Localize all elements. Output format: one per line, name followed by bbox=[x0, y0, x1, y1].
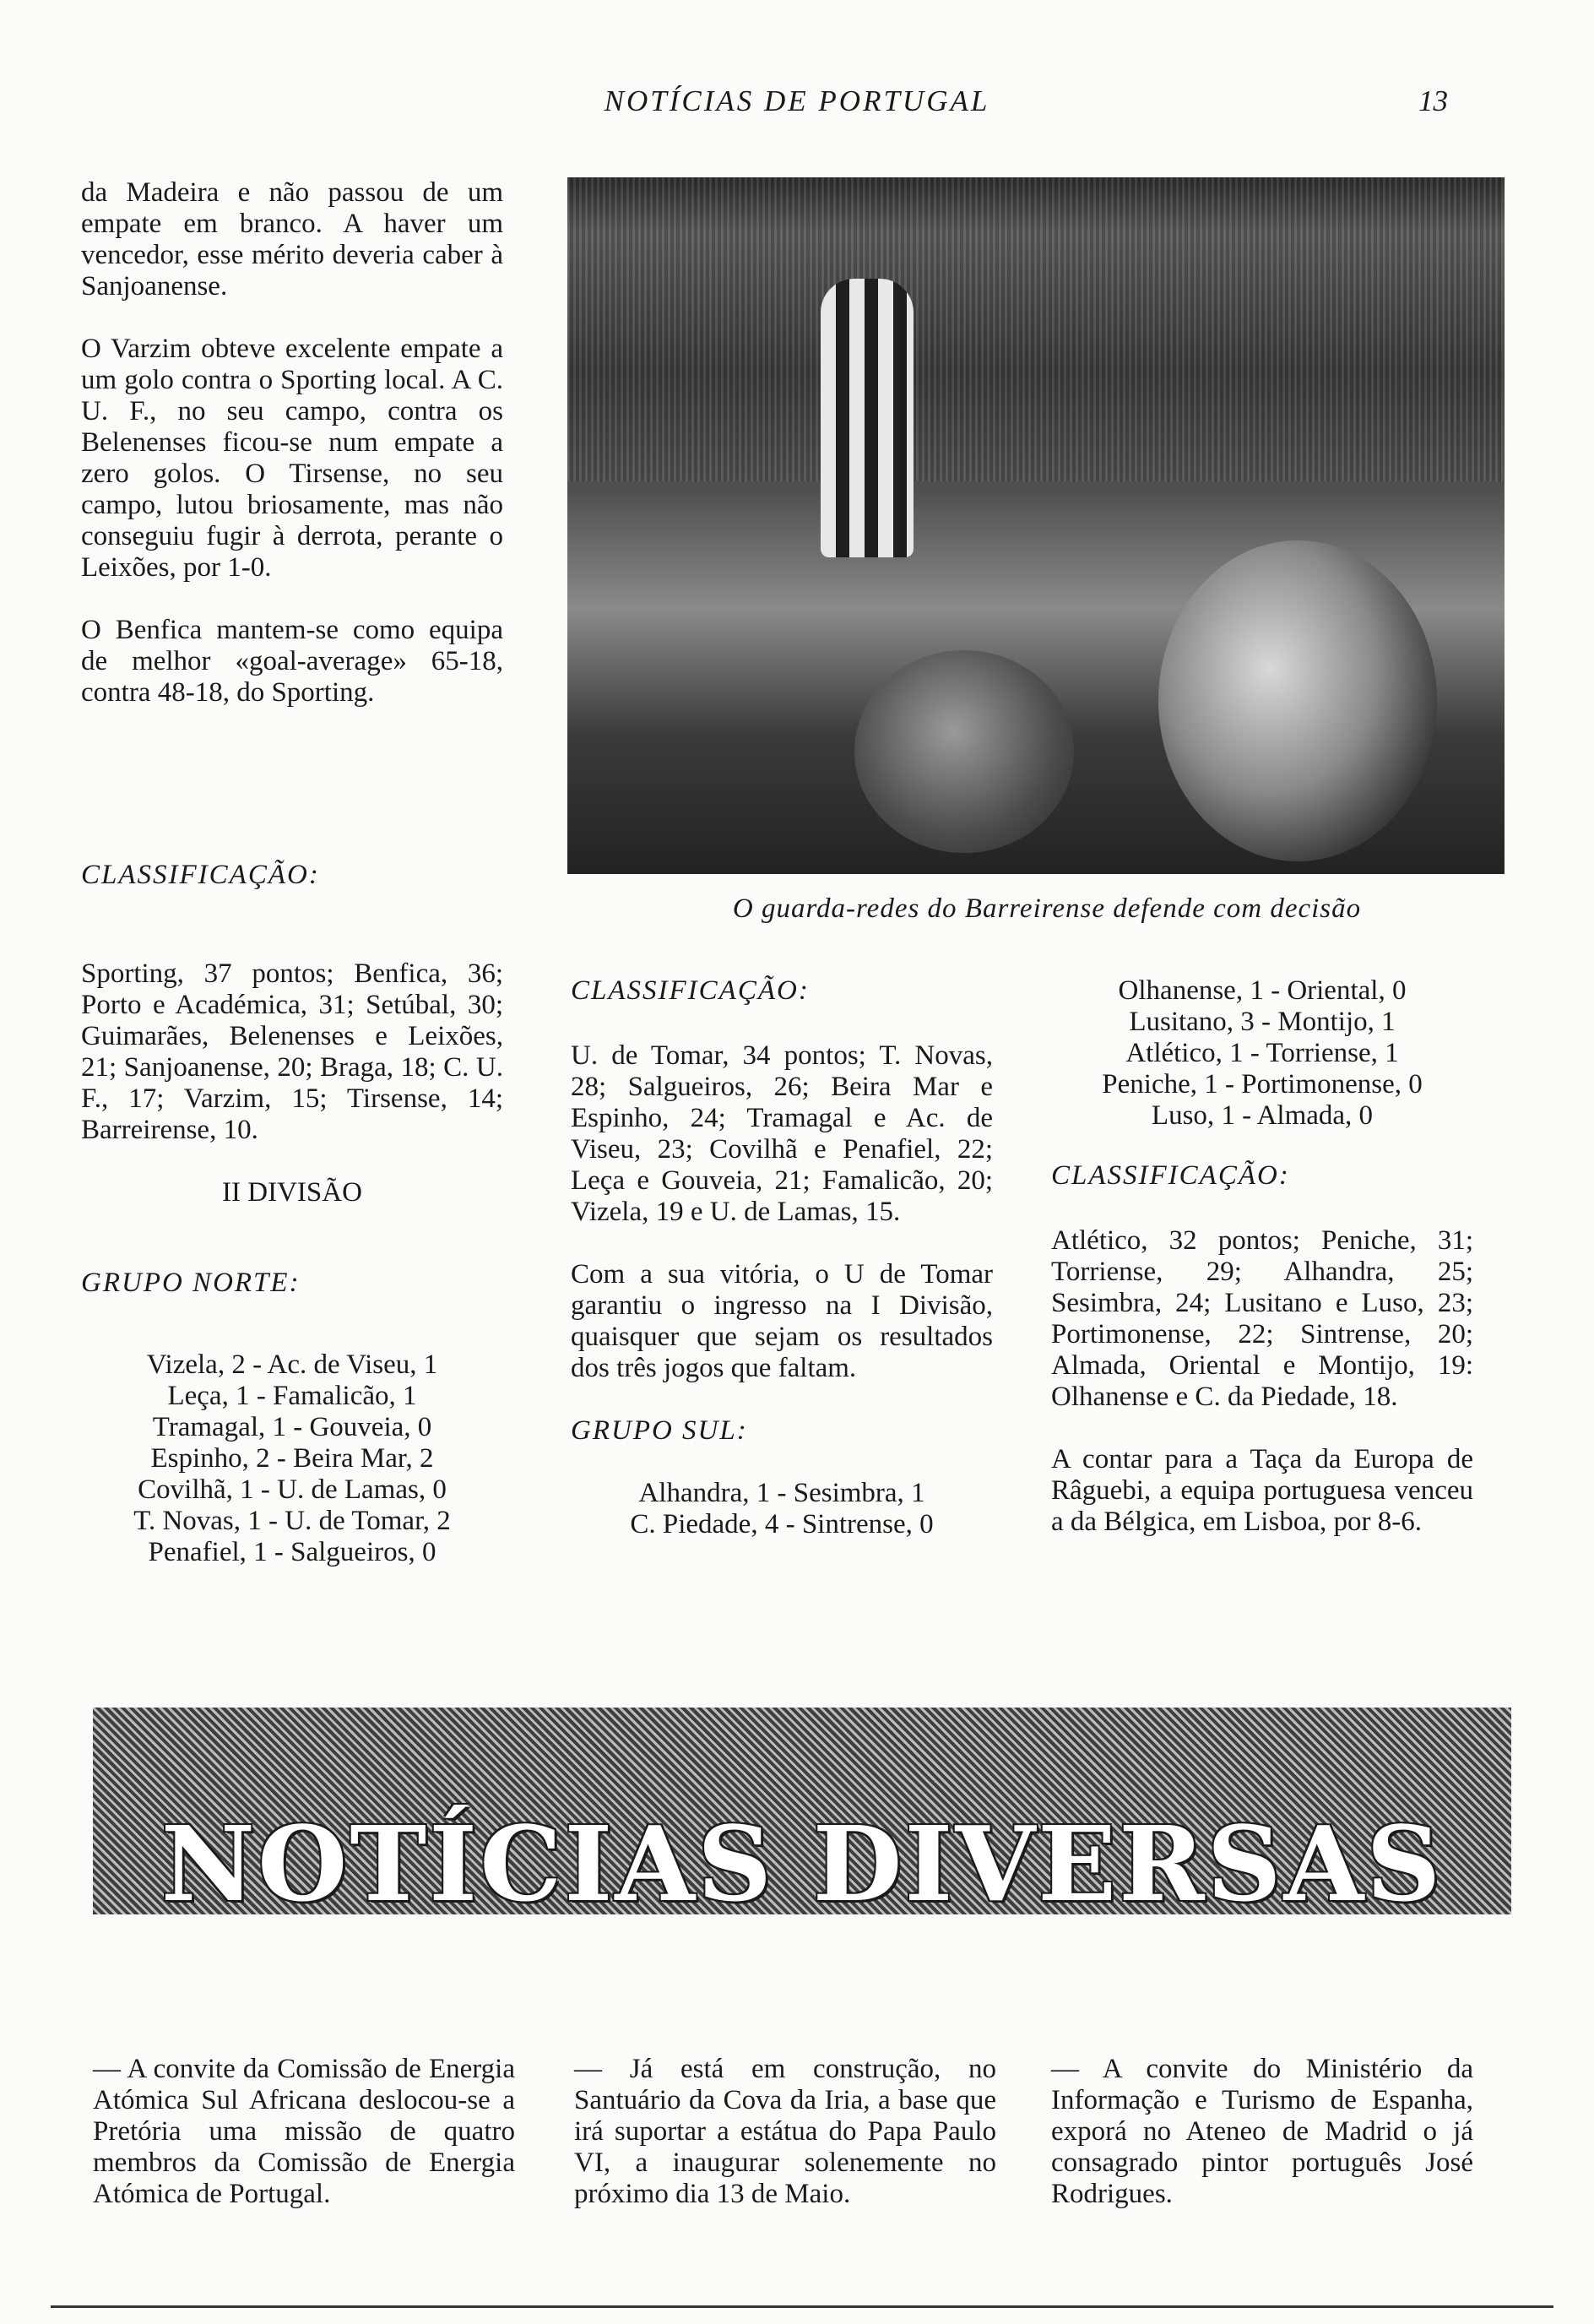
result-row: T. Novas, 1 - U. de Tomar, 2 bbox=[133, 1506, 451, 1536]
result-row: Vizela, 2 - Ac. de Viseu, 1 bbox=[146, 1349, 438, 1380]
classification-heading: CLASSIFICAÇÃO: bbox=[81, 860, 320, 890]
results-south-list bbox=[571, 1478, 993, 1540]
column-1-top bbox=[81, 177, 503, 740]
news-text: — Já está em construção, no Santuário da Cova da Iria, a base que irá suportar a estátua do Papa Paulo VI, a inaugurar solenemente no próximo dia 13 de Maio. bbox=[574, 2054, 996, 2209]
group-north-heading: GRUPO NORTE: bbox=[81, 1268, 301, 1298]
result-row: C. Piedade, 4 - Sintrense, 0 bbox=[630, 1509, 934, 1539]
column-2 bbox=[571, 975, 993, 1540]
paragraph: A contar para a Taça da Europa de Râguebi, a equipa portuguesa venceu a da Bélgica, em Lisboa, por 8-6. bbox=[1051, 1444, 1473, 1537]
news-item bbox=[574, 2054, 996, 2210]
result-row: Olhanense, 1 - Oriental, 0 bbox=[1118, 975, 1407, 1006]
classification-south: Atlético, 32 pontos; Peniche, 31; Torriense, 29; Alhandra, 25; Sesimbra, 24; Lusitano e Luso, 23; Portimonense, 22; Sintrense, 20; Almada, Oriental e Montijo, 19: Olhanense e C. da Piedade, 18. bbox=[1051, 1225, 1473, 1412]
classification-heading: CLASSIFICAÇÃO: bbox=[1051, 1160, 1290, 1191]
paragraph: Com a sua vitória, o U de Tomar garantiu o ingresso na I Divisão, quaisquer que sejam os resultados dos três jogos que faltam. bbox=[571, 1259, 993, 1383]
result-row: Lusitano, 3 - Montijo, 1 bbox=[1129, 1007, 1396, 1037]
paragraph: da Madeira e não passou de um empate em branco. A haver um vencedor, esse mérito deveria caber à Sanjoanense. bbox=[81, 177, 503, 301]
column-3 bbox=[1051, 975, 1473, 1569]
result-row: Espinho, 2 - Beira Mar, 2 bbox=[150, 1443, 434, 1474]
news-text: — A convite da Comissão de Energia Atómica Sul Africana deslocou-se a Pretória uma missão de quatro membros da Comissão de Energia Atómica de Portugal. bbox=[93, 2054, 515, 2209]
photo-goalkeeper bbox=[1158, 540, 1437, 861]
bottom-rule bbox=[51, 2305, 1553, 2308]
column-1-bottom bbox=[81, 860, 503, 1568]
result-row: Penafiel, 1 - Salgueiros, 0 bbox=[148, 1537, 436, 1567]
result-row: Atlético, 1 - Torriense, 1 bbox=[1125, 1038, 1399, 1068]
result-row: Tramagal, 1 - Gouveia, 0 bbox=[152, 1412, 432, 1442]
division-heading: II DIVISÃO bbox=[222, 1177, 362, 1208]
results-south-continued bbox=[1051, 975, 1473, 1132]
result-row: Peniche, 1 - Portimonense, 0 bbox=[1102, 1069, 1423, 1100]
photo-ball bbox=[854, 650, 1074, 853]
football-photo bbox=[567, 177, 1505, 874]
classification-first-division: Sporting, 37 pontos; Benfica, 36; Porto e Académica, 31; Setúbal, 30; Guimarães, Belenenses e Leixões, 21; Sanjoanense, 20; Braga, 18; C. U. F., 17; Varzim, 15; Tirsense, 14; Barreirense, 10. bbox=[81, 958, 503, 1145]
news-item bbox=[93, 2054, 515, 2210]
result-row: Covilhã, 1 - U. de Lamas, 0 bbox=[138, 1474, 447, 1505]
photo-player bbox=[821, 279, 914, 557]
group-south-heading: GRUPO SUL: bbox=[571, 1415, 748, 1446]
result-row: Leça, 1 - Famalicão, 1 bbox=[167, 1381, 417, 1411]
page-number: 13 bbox=[1418, 84, 1448, 117]
news-item bbox=[1051, 2054, 1473, 2210]
result-row: Alhandra, 1 - Sesimbra, 1 bbox=[638, 1478, 925, 1508]
banner-title: NOTÍCIAS DIVERSAS bbox=[160, 1803, 1444, 1925]
photo-caption: O guarda-redes do Barreirense defende com decisão bbox=[732, 893, 1362, 924]
classification-north: U. de Tomar, 34 pontos; T. Novas, 28; Salgueiros, 26; Beira Mar e Espinho, 24; Tramagal e Ac. de Viseu, 23; Covilhã e Penafiel, 22; Leça e Gouveia, 21; Famalicão, 20; Vizela, 19 e U. de Lamas, 15. bbox=[571, 1040, 993, 1227]
photo-crowd bbox=[567, 177, 1505, 481]
section-banner bbox=[93, 1708, 1511, 1925]
paragraph: O Benfica mantem-se como equipa de melhor «goal-average» 65-18, contra 48-18, do Sporting. bbox=[81, 615, 503, 708]
result-row: Luso, 1 - Almada, 0 bbox=[1151, 1100, 1374, 1131]
paragraph: O Varzim obteve excelente empate a um golo contra o Sporting local. A C. U. F., no seu campo, contra os Belenenses ficou-se num empate a zero golos. O Tirsense, no seu campo, lutou briosamente, mas não conseguiu fugir à derrota, perante o Leixões, por 1-0. bbox=[81, 334, 503, 583]
news-text: — A convite do Ministério da Informação e Turismo de Espanha, exporá no Ateneo de Madrid o já consagrado pintor português José Rodrigues. bbox=[1051, 2054, 1473, 2209]
running-title: NOTÍCIAS DE PORTUGAL bbox=[604, 84, 990, 117]
results-north-list bbox=[81, 1349, 503, 1568]
classification-heading: CLASSIFICAÇÃO: bbox=[571, 975, 810, 1006]
